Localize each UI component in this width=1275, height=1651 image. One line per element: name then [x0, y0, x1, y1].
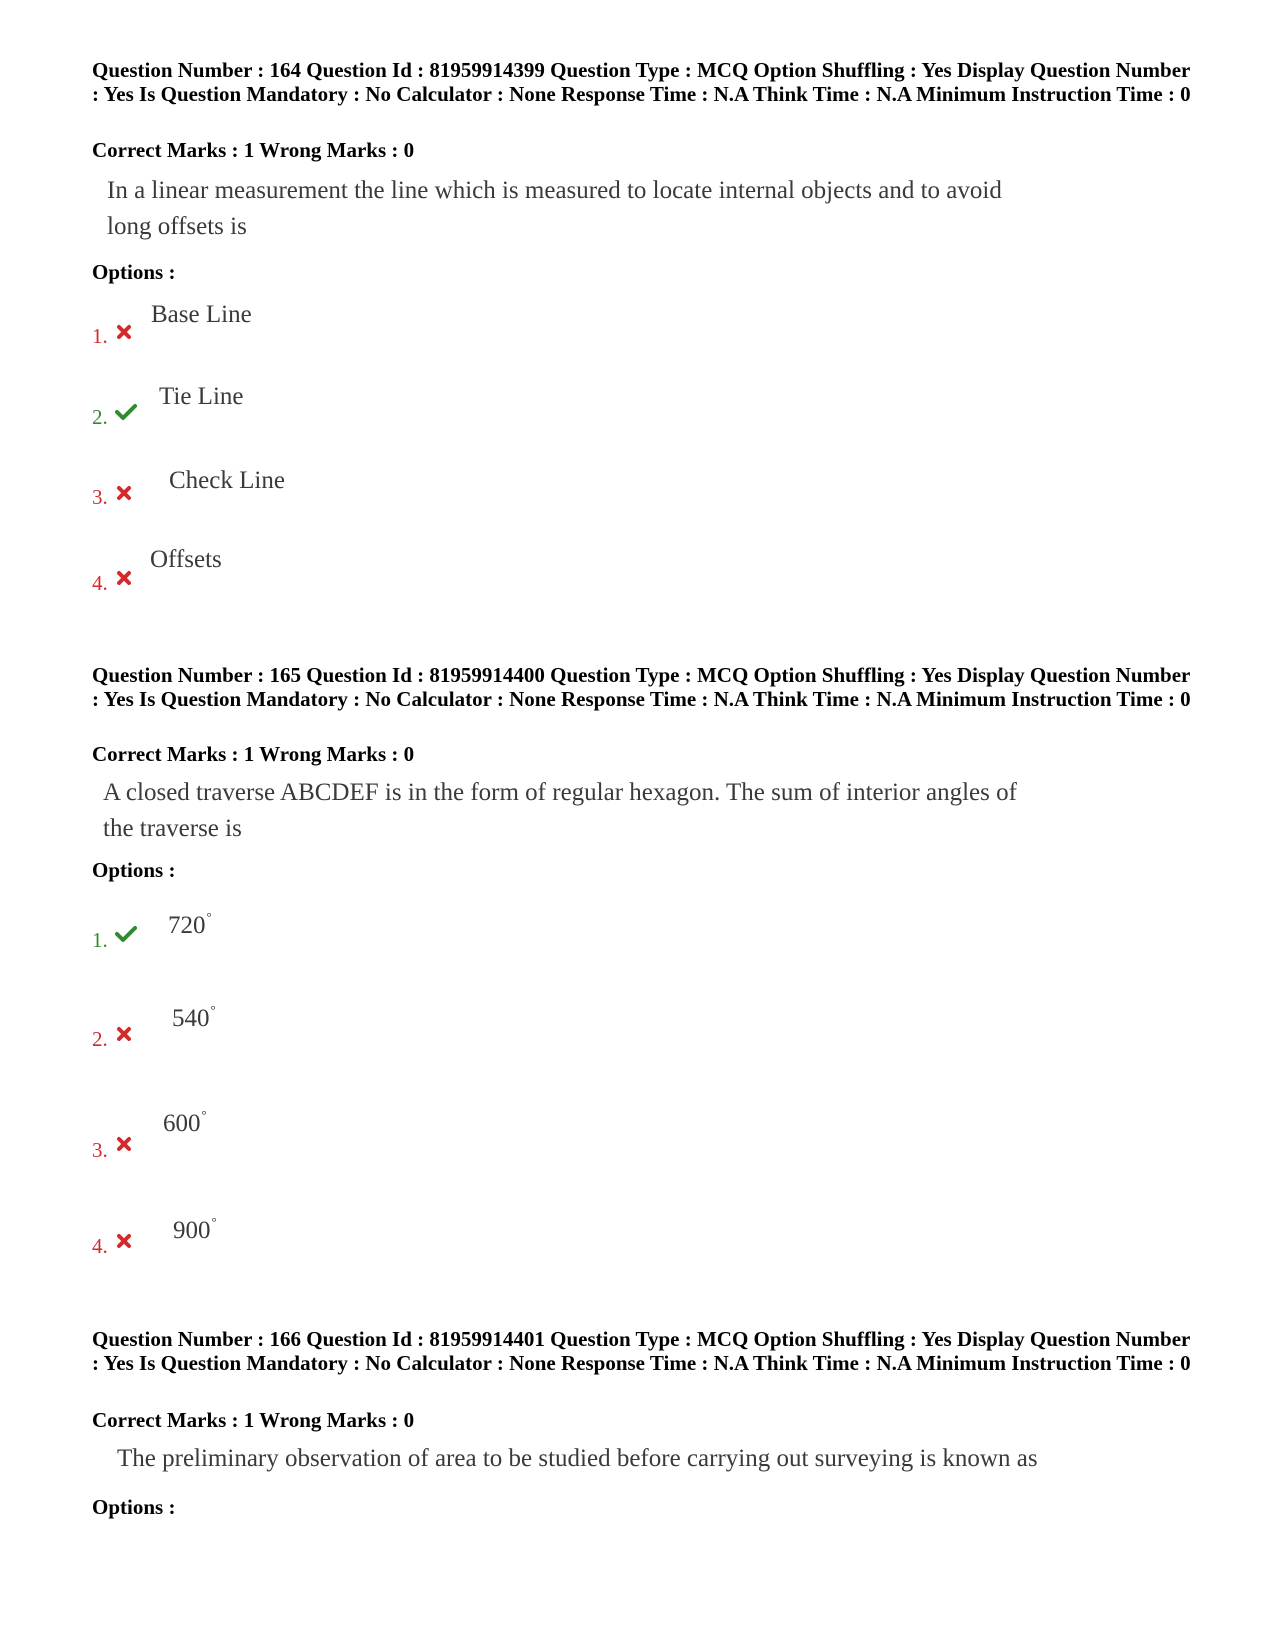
q165-option-4-number: 4.: [92, 1234, 108, 1258]
question-165-meta: Question Number : 165 Question Id : 81959914400 Question Type : MCQ Option Shuffling : Yes Display Question Number : Yes Is Question Mandatory : No Calculator : None Response Time : N.A Think Time : N.A Minimum Instruction Time : 0: [92, 663, 1191, 711]
question-166-meta: Question Number : 166 Question Id : 81959914401 Question Type : MCQ Option Shuffling : Yes Display Question Number : Yes Is Question Mandatory : No Calculator : None Response Time : N.A Think Time : N.A Minimum Instruction Time : 0: [92, 1327, 1191, 1375]
question-165-marks: Correct Marks : 1 Wrong Marks : 0: [92, 742, 415, 766]
check-icon: [115, 403, 137, 421]
q165-option-2-number: 2.: [92, 1027, 108, 1051]
cross-icon: [115, 1232, 133, 1250]
question-165-text: A closed traverse ABCDEF is in the form of regular hexagon. The sum of interior angles of the traverse is: [103, 779, 1017, 842]
q164-option-1-text: Base Line: [151, 301, 252, 328]
question-164-meta: Question Number : 164 Question Id : 81959914399 Question Type : MCQ Option Shuffling : Yes Display Question Number : Yes Is Question Mandatory : No Calculator : None Response Time : N.A Think Time : N.A Minimum Instruction Time : 0: [92, 58, 1191, 106]
question-164-marks: Correct Marks : 1 Wrong Marks : 0: [92, 138, 415, 162]
question-164-options-label: Options :: [92, 260, 176, 284]
q165-option-3-text: 600°: [163, 1107, 207, 1137]
cross-icon: [115, 569, 133, 587]
cross-icon: [115, 1135, 133, 1153]
q164-option-1-number: 1.: [92, 324, 108, 348]
q165-option-3-number: 3.: [92, 1138, 108, 1162]
question-166-marks: Correct Marks : 1 Wrong Marks : 0: [92, 1408, 415, 1432]
q164-option-3-text: Check Line: [169, 467, 285, 494]
question-166-options-label: Options :: [92, 1495, 176, 1519]
q165-option-2-text: 540°: [172, 1002, 216, 1032]
question-164-text: In a linear measurement the line which is measured to locate internal objects and to avoid long offsets is: [107, 177, 1002, 240]
q165-option-4-text: 900°: [173, 1214, 217, 1244]
cross-icon: [115, 323, 133, 341]
q164-option-2-text: Tie Line: [159, 383, 244, 410]
cross-icon: [115, 1025, 133, 1043]
check-icon: [115, 925, 137, 943]
q164-option-3-number: 3.: [92, 485, 108, 509]
q164-option-4-text: Offsets: [150, 546, 222, 573]
q164-option-4-number: 4.: [92, 571, 108, 595]
cross-icon: [115, 484, 133, 502]
q165-option-1-number: 1.: [92, 928, 108, 952]
question-165-options-label: Options :: [92, 858, 176, 882]
question-166-text: The preliminary observation of area to be studied before carrying out surveying is known as: [117, 1445, 1038, 1472]
q164-option-2-number: 2.: [92, 405, 108, 429]
q165-option-1-text: 720°: [168, 909, 212, 939]
